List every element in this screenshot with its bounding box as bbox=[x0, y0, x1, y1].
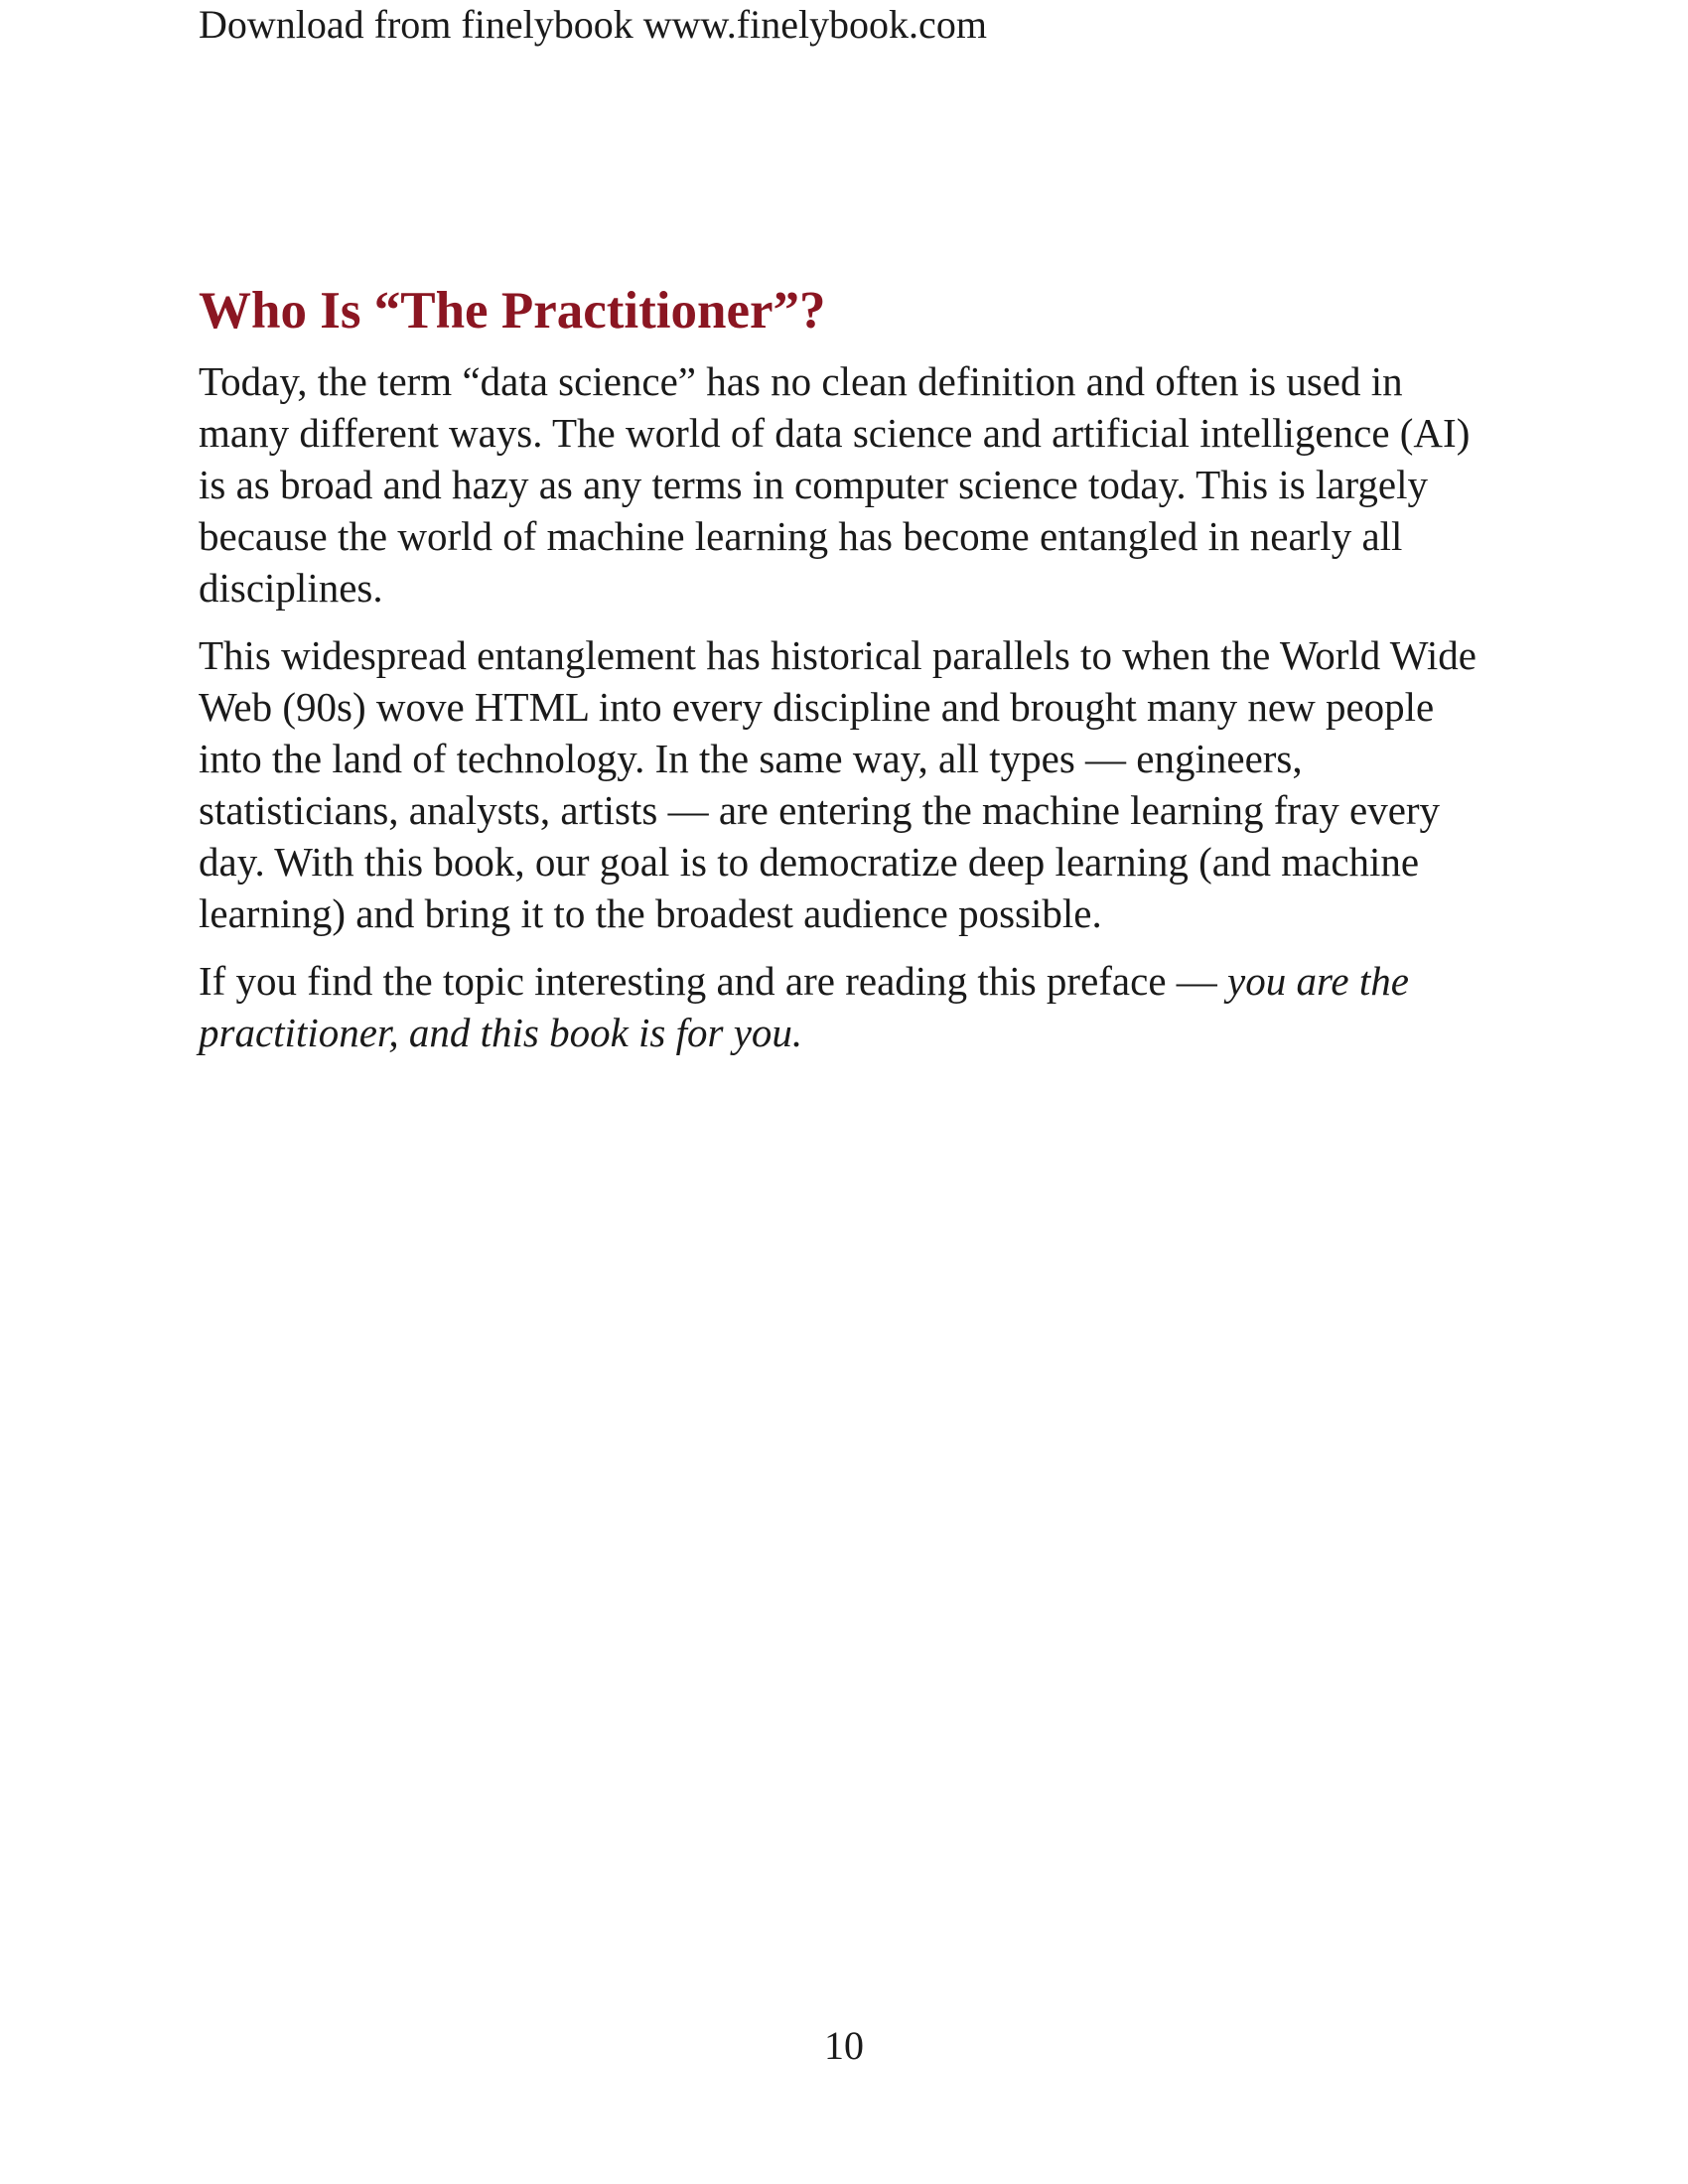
paragraph-entanglement: This widespread entanglement has historical parallels to when the World Wide Web (90s) wove HTML into every discipline and brought many new people into the land of technology. In the same way, all types — engineers, statisticians, analysts, artists — are entering the machine learning fray every day. With this book, our goal is to democratize deep learning (and machine learning) and bring it to the broadest audience possible. bbox=[199, 632, 1477, 936]
paragraph-closing bbox=[199, 955, 1479, 1058]
preface-section bbox=[199, 278, 1479, 1074]
section-title: Who Is “The Practitioner”? bbox=[199, 282, 826, 340]
paragraph-definition: Today, the term “data science” has no clean definition and often is used in many different ways. The world of data science and artificial intelligence (AI) is as broad and hazy as any terms in computer science today. This is largely because the world of machine learning has become entangled in nearly all disciplines. bbox=[199, 358, 1471, 611]
closing-plain-text: If you find the topic interesting and are reading this preface — bbox=[199, 958, 1228, 1004]
download-source-header: Download from finelybook www.finelybook.com bbox=[199, 2, 987, 47]
closing-italic-text: you are the practitioner, and this book is for you. bbox=[199, 958, 1409, 1055]
page-number: 10 bbox=[824, 2023, 864, 2068]
